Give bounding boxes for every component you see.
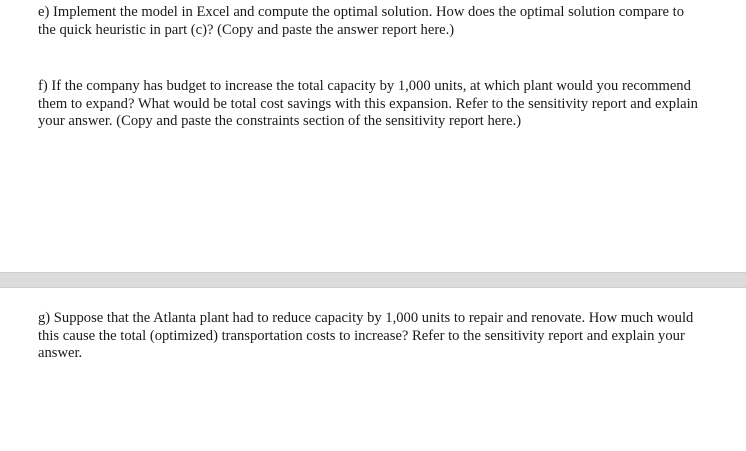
document-page-2 bbox=[0, 288, 746, 451]
question-e-text: e) Implement the model in Excel and compute the optimal solution. How does the optimal solution compare to the quick heuristic in part (c)? (Copy and paste the answer report here.) bbox=[38, 4, 685, 38]
question-g-text: g) Suppose that the Atlanta plant had to reduce capacity by 1,000 units to repair and renovate. How much would this cause the total (optimized) transportation costs to increase? Refer to the sensitivity report and explain your answer. bbox=[38, 310, 694, 361]
question-f-text: f) If the company has budget to increase the total capacity by 1,000 units, at which plant would you recommend them to expand? What would be total cost savings with this expansion. Refer to the sensitivity report and explain your answer. (Copy and paste the constraints section of the sensitivity report here.) bbox=[38, 78, 698, 129]
page-break-separator bbox=[0, 272, 746, 288]
